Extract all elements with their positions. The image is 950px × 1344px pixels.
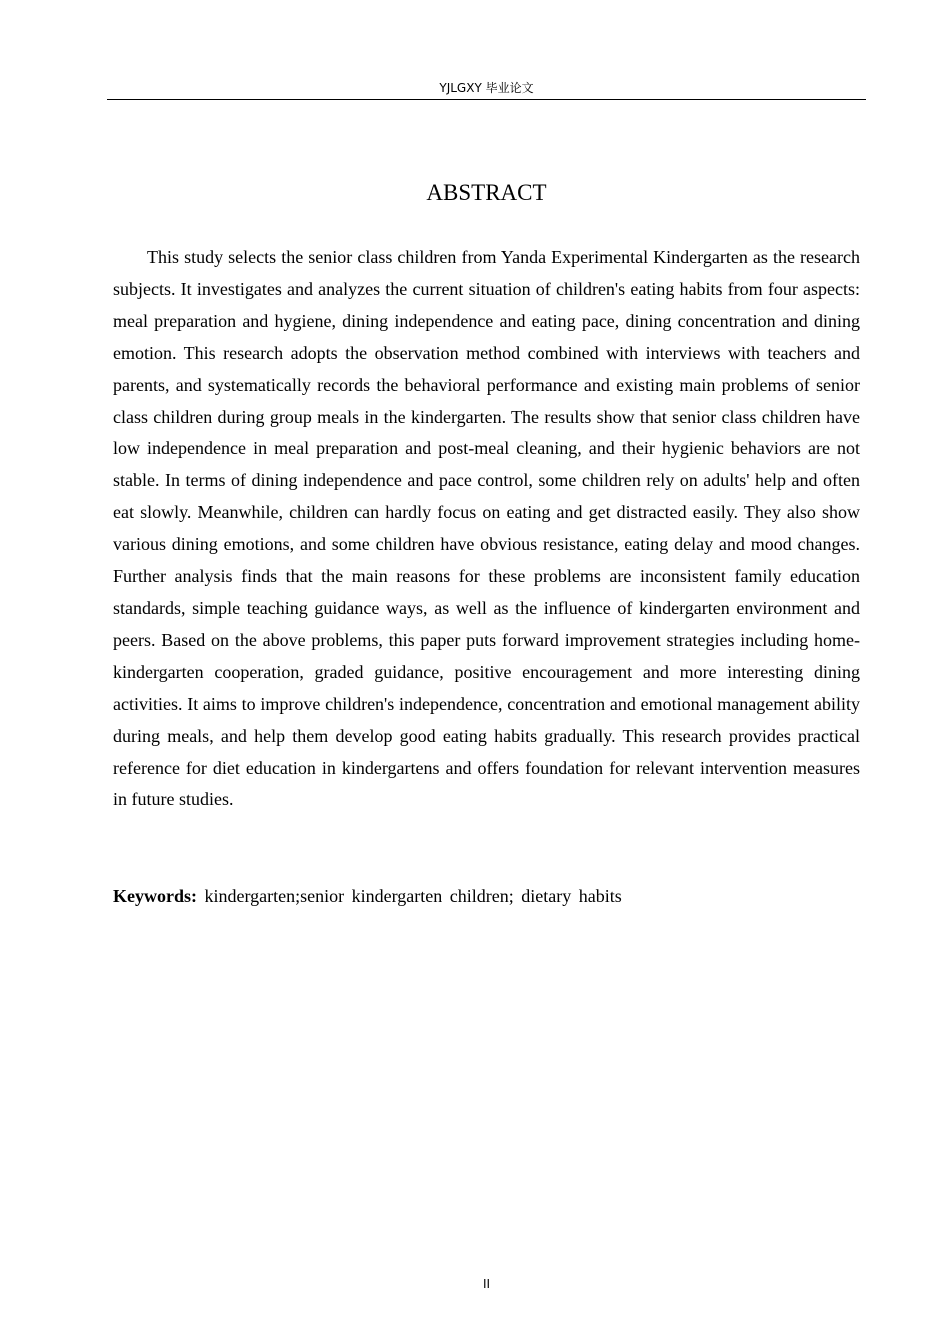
page-number: II — [482, 1277, 491, 1291]
abstract-body: This study selects the senior class children from Yanda Experimental Kindergarten as the research subjects. It investigates and analyzes the current situation of children's eating habits from four aspects: meal preparation and hygiene, dining independence and eating pace, dining concentration and dining emotion. This research adopts the observation method combined with interviews with teachers and parents, and systematically records the behavioral performance and existing main problems of senior class children during group meals in the kindergarten. The results show that senior class children have low independence in meal preparation and post-meal cleaning, and their hygienic behaviors are not stable. In terms of dining independence and pace control, some children rely on adults' help and often eat slowly. Meanwhile, children can hardly focus on eating and get distracted easily. They also show various dining emotions, and some children have obvious resistance, eating delay and mood changes. Further analysis finds that the main reasons for these problems are inconsistent family education standards, simple teaching guidance ways, as well as the influence of kindergarten environment and peers. Based on the above problems, this paper puts forward improvement strategies including home-kindergarten cooperation, graded guidance, positive encouragement and more interesting dining activities. It aims to improve children's independence, concentration and emotional management ability during meals, and help them develop good eating habits gradually. This research provides practical reference for diet education in kindergartens and offers foundation for relevant intervention measures in future studies. — [113, 247, 860, 810]
keywords-label: Keywords: — [113, 886, 197, 906]
abstract-title: ABSTRACT — [426, 180, 547, 205]
keywords-line — [113, 881, 860, 911]
keywords-value: kindergarten;senior kindergarten children; dietary habits — [204, 886, 622, 906]
page-header — [107, 78, 866, 100]
header-text: YJLGXY 毕业论文 — [439, 81, 534, 95]
